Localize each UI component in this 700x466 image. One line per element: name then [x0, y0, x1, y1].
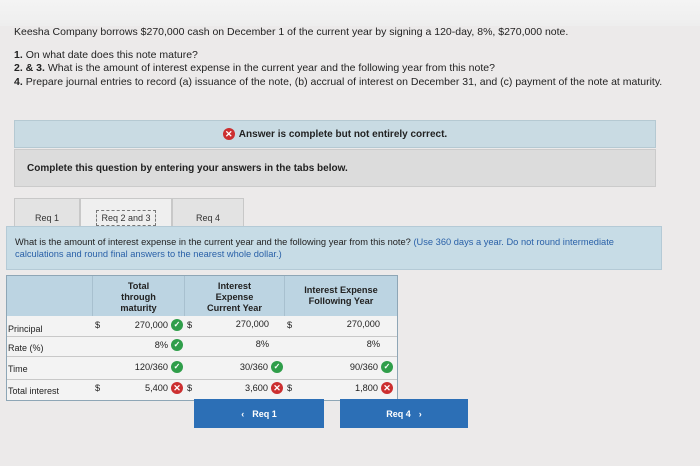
row-divider — [7, 379, 397, 380]
following-year-header — [285, 276, 397, 316]
header-current-line2: Expense — [215, 292, 254, 302]
total-interest-following-value: 1,800 — [355, 383, 378, 393]
question-hint: (Use 360 days a year. Do not round intermediate calculations and round final answers to the nearest whole dollar.) — [15, 237, 614, 259]
correct-check-icon: ✓ — [171, 319, 183, 331]
total-interest-following-input[interactable] — [307, 382, 393, 394]
requirement-4 — [14, 76, 694, 90]
requirement-1 — [14, 49, 694, 63]
header-current-line1: Interest — [217, 281, 252, 291]
tab-req-2-and-3-label: Req 2 and 3 — [96, 210, 155, 226]
row-label-time: Time — [8, 364, 28, 374]
interest-table — [6, 275, 398, 401]
principal-following-input[interactable] — [307, 319, 380, 329]
total-interest-current-input[interactable] — [197, 382, 283, 394]
time-total-value: 120/360 — [134, 362, 168, 372]
question-text: What is the amount of interest expense in the current year and the following year from this note? — [15, 237, 411, 247]
prev-req-button[interactable] — [194, 399, 324, 428]
row-label-rate: Rate (%) — [8, 343, 44, 353]
principal-total-value: 270,000 — [134, 320, 168, 330]
answer-status-banner — [14, 120, 656, 148]
instruction-banner — [14, 149, 656, 187]
row-divider — [7, 336, 397, 337]
currency-symbol: $ — [287, 383, 293, 393]
principal-current-input[interactable] — [197, 319, 269, 329]
row-label-total-interest: Total interest — [8, 386, 60, 396]
rate-total-value: 8% — [154, 340, 168, 350]
currency-symbol: $ — [187, 320, 193, 330]
requirement-4-number: 4. — [14, 75, 23, 88]
chevron-left-icon: ‹ — [241, 408, 245, 419]
incorrect-x-icon: ✕ — [171, 382, 183, 394]
chevron-right-icon: › — [418, 408, 422, 419]
time-current-input[interactable] — [197, 361, 283, 373]
currency-symbol: $ — [187, 383, 193, 393]
header-total-line3: maturity — [120, 303, 157, 313]
requirement-2-3-text: What is the amount of interest expense in the current year and the following year from this note? — [47, 62, 495, 74]
total-interest-total-value: 5,400 — [145, 383, 168, 393]
tab-req-4-label: Req 4 — [195, 212, 221, 223]
total-interest-total-input[interactable] — [119, 382, 183, 394]
total-interest-current-value: 3,600 — [245, 383, 268, 393]
problem-intro: Keesha Company borrows $270,000 cash on December 1 of the current year by signing a 120-day, 8%, $270,000 note. — [14, 26, 569, 38]
principal-following-value: 270,000 — [346, 319, 380, 329]
photo-background — [0, 0, 700, 26]
rate-current-input[interactable] — [197, 339, 269, 349]
time-total-input[interactable] — [119, 361, 183, 373]
correct-check-icon: ✓ — [271, 361, 283, 373]
answer-status-text: Answer is complete but not entirely correct. — [238, 128, 448, 140]
rate-current-value: 8% — [255, 339, 269, 349]
time-following-value: 90/360 — [349, 362, 378, 372]
principal-current-value: 270,000 — [235, 319, 269, 329]
header-total-line2: through — [121, 292, 156, 302]
requirement-2-3 — [14, 62, 694, 76]
requirement-1-number: 1. — [14, 48, 23, 61]
rate-total-input[interactable] — [119, 339, 183, 351]
requirement-1-text: On what date does this note mature? — [25, 48, 198, 61]
correct-check-icon: ✓ — [381, 361, 393, 373]
correct-check-icon: ✓ — [171, 339, 183, 351]
problem-statement — [14, 26, 694, 89]
total-through-maturity-header — [93, 276, 185, 316]
row-label-principal: Principal — [8, 324, 43, 334]
time-current-value: 30/360 — [239, 362, 268, 372]
row-label-header — [7, 276, 93, 316]
principal-total-input[interactable] — [119, 319, 183, 331]
rate-following-input[interactable] — [307, 339, 380, 349]
time-following-input[interactable] — [307, 361, 393, 373]
requirement-2-3-number: 2. & 3. — [14, 62, 45, 74]
correct-check-icon: ✓ — [171, 361, 183, 373]
incorrect-x-icon: ✕ — [381, 382, 393, 394]
rate-following-value: 8% — [366, 339, 380, 349]
row-divider — [7, 356, 397, 357]
incorrect-x-icon: ✕ — [223, 128, 235, 140]
tab-req-1-label: Req 1 — [34, 212, 60, 223]
currency-symbol: $ — [287, 320, 293, 330]
question-banner — [6, 226, 662, 270]
header-following-line1: Interest Expense — [304, 285, 378, 295]
requirement-4-text: Prepare journal entries to record (a) issuance of the note, (b) accrual of interest on December 31, and (c) payment of the note at maturity. — [25, 75, 663, 88]
instruction-text: Complete this question by entering your answers in the tabs below. — [27, 163, 348, 174]
incorrect-x-icon: ✕ — [271, 382, 283, 394]
next-req-button[interactable] — [340, 399, 468, 428]
currency-symbol: $ — [95, 320, 101, 330]
header-current-line3: Current Year — [207, 303, 262, 313]
prev-req-label: Req 1 — [252, 408, 277, 419]
header-total-line1: Total — [127, 281, 150, 291]
next-req-label: Req 4 — [386, 408, 411, 419]
currency-symbol: $ — [95, 383, 101, 393]
current-year-header — [185, 276, 285, 316]
header-following-line2: Following Year — [308, 296, 374, 306]
